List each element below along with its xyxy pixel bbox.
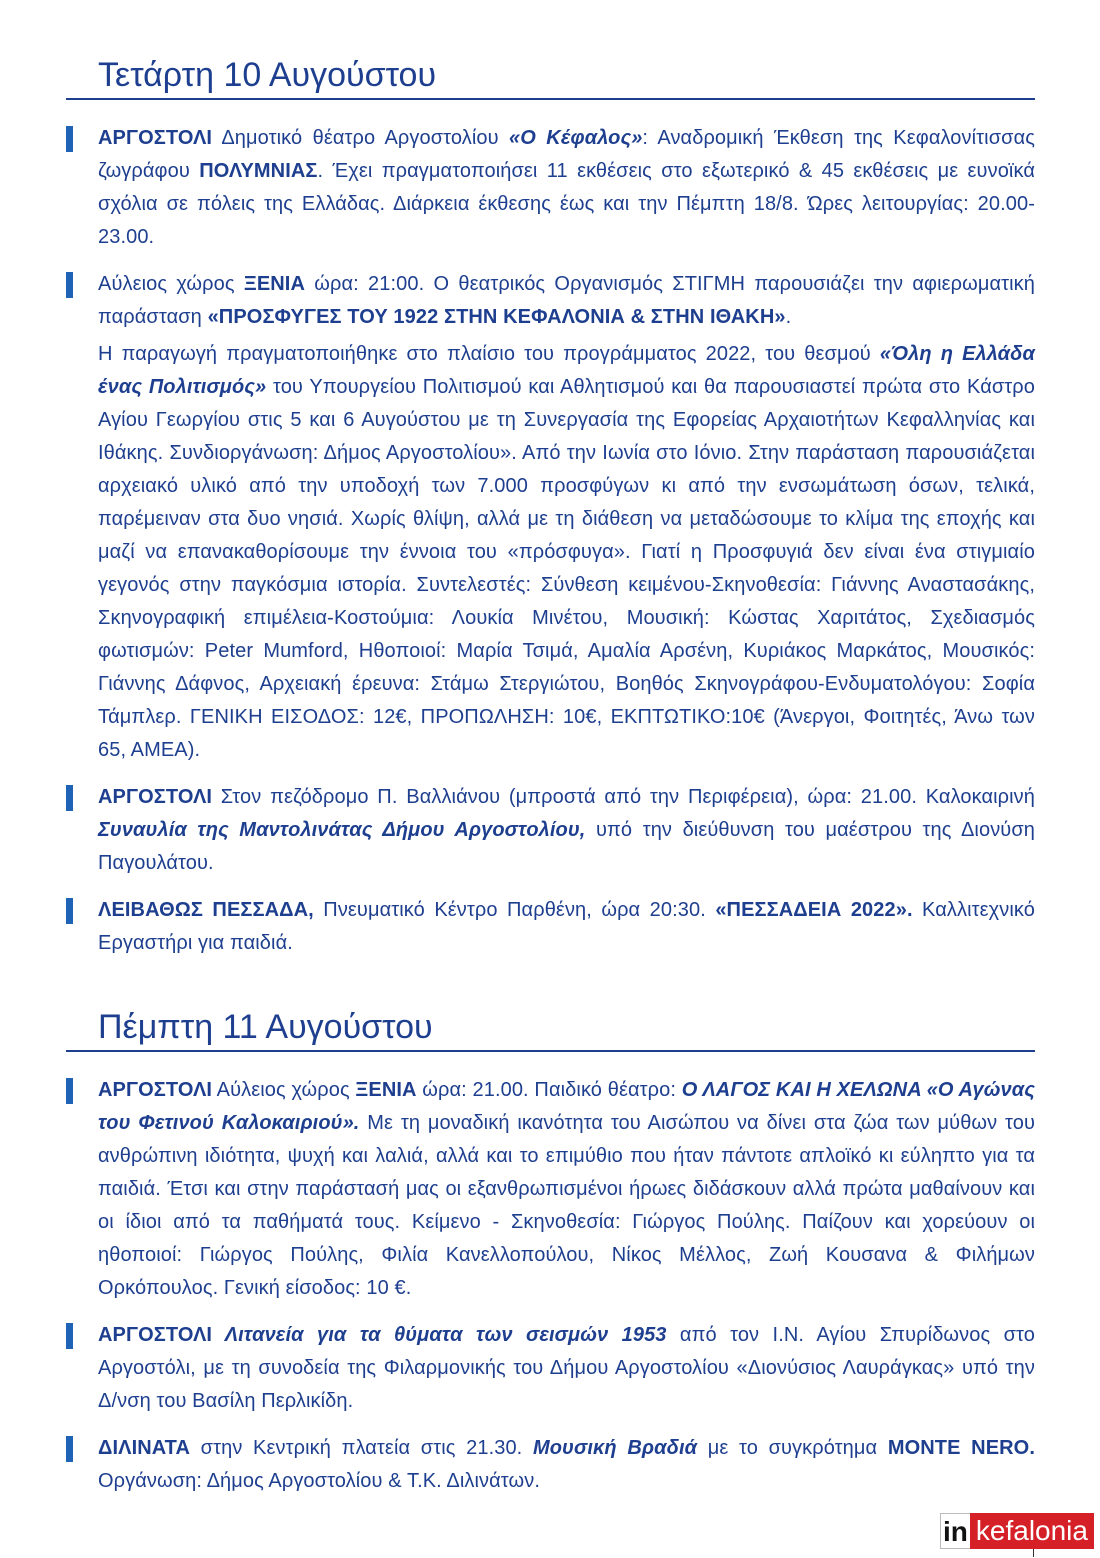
inkefalonia-logo: [940, 1513, 1094, 1549]
body-text: Στον πεζόδρομο Π. Βαλλιάνου (μπροστά από την Περιφέρεια), ώρα: 21.00. Καλοκαιρινή: [212, 786, 1035, 808]
emphasis-text: Λιτανεία για τα θύματα των σεισμών 1953: [212, 1324, 667, 1346]
emphasis-text: ΑΡΓΟΣΤΟΛΙ: [98, 1079, 213, 1101]
emphasis-text: ΑΡΓΟΣΤΟΛΙ: [98, 786, 213, 808]
body-text: Με τη μοναδική ικανότητα του Αισώπου να δίνει στα ζώα των μύθων του ανθρώπινη ιδιότητα, ψυχή και λαλιά, αλλά και το επιμύθιο που ήταν πάντοτε απλοϊκό κι εύληπτο για τα παιδιά. Έτσι και στην παράστασή μας οι εξανθρωπισμένοι ήρωες διδάσκουν αλλά πρώτα μαθαίνουν και οι ίδιοι από τα παθήματά τους. Κείμενο - Σκηνοθεσία: Γιώργος Πούλης. Παίζουν και χορεύουν οι ηθοποιοί: Γιώργος Πούλης, Φιλία Κανελλοπούλου, Νίκος Μέλλος, Ζωή Κουσανα & Φιλήμων Ορκόπουλος. Γενική είσοδος: 10 €.: [98, 1112, 1036, 1299]
emphasis-text: ΑΡΓΟΣΤΟΛΙ: [98, 1324, 213, 1346]
body-text: Αύλειος χώρος: [212, 1079, 356, 1101]
entry-marker-bar: [66, 898, 73, 924]
emphasis-text: Ο ΛΑΓΟΣ ΚΑΙ Η ΧΕΛΩΝΑ «Ο Αγώνας του Φετινού Καλοκαιριού».: [98, 1079, 1036, 1134]
event-paragraph: [98, 781, 1035, 880]
event-paragraph: [98, 122, 1035, 254]
body-text: Αύλειος χώρος: [98, 273, 244, 295]
emphasis-text: «ΠΕΣΣΑΔΕΙΑ 2022».: [715, 899, 913, 921]
logo-prefix: in: [940, 1513, 970, 1549]
event-paragraph: [98, 1319, 1035, 1418]
body-text: ώρα: 21.00. Παιδικό θέατρο:: [416, 1079, 682, 1101]
emphasis-text: ΑΡΓΟΣΤΟΛΙ: [98, 127, 213, 149]
emphasis-text: ΞΕΝΙΑ: [355, 1079, 417, 1101]
event-entry: [66, 122, 1035, 254]
emphasis-text: MONTE NERO.: [887, 1437, 1035, 1459]
section-thursday: [66, 1004, 1035, 1512]
event-paragraph: [98, 894, 1035, 960]
body-text: Πνευματικό Κέντρο Παρθένη, ώρα 20:30.: [313, 899, 716, 921]
emphasis-text: «Ο Κέφαλος»: [509, 127, 643, 149]
entry-marker-bar: [66, 272, 73, 298]
body-text: : Αναδρομική Έκθεση της Κεφαλονίτισσας ζωγράφου: [98, 127, 1035, 182]
emphasis-text: «ΠΡΟΣΦΥΓΕΣ ΤΟΥ 1922 ΣΤΗΝ ΚΕΦΑΛΟΝΙΑ & ΣΤΗΝ ΙΘΑΚΗ»: [207, 306, 786, 328]
body-text: από τον Ι.Ν. Αγίου Σπυρίδωνος στο Αργοστόλι, με τη συνοδεία της Φιλαρμονικής του Δήμου Αργοστολίου «Διονύσιος Λαυράγκας» υπό την Δ/νση του Βασίλη Περλικίδη.: [98, 1324, 1035, 1412]
event-paragraph: [98, 338, 1035, 767]
emphasis-text: ΠΟΛΥΜΝΙΑΣ: [199, 160, 318, 182]
entry-marker-bar: [66, 126, 73, 152]
body-text: .: [785, 306, 792, 328]
body-text: του Υπουργείου Πολιτισμού και Αθλητισμού και θα παρουσιαστεί πρώτα στο Κάστρο Αγίου Γεωργίου στις 5 και 6 Αυγούστου με τη Συνεργασία της Εφορείας Αρχαιοτήτων Κεφαλληνίας και Ιθάκης. Συνδιοργάνωση: Δήμος Αργοστολίου». Από την Ιωνία στο Ιόνιο. Στην παράσταση παρουσιάζεται αρχειακό υλικό από την υποδοχή των 7.000 προσφύγων κι από την ενσωμάτωση όσων, τελικά, παρέμειναν στα δυο νησιά. Χωρίς θλίψη, αλλά με τη διάθεση να μεταδώσουμε το κλίμα της εποχής και μαζί να επανακαθορίσουμε την έννοια του «πρόσφυγα». Γιατί η Προσφυγιά δεν είναι ένα στιγμιαίο γεγονός στην παγκόσμια ιστορία. Συντελεστές: Σύνθεση κειμένου-Σκηνοθεσία: Γιάννης Αναστασάκης, Σκηνογραφική επιμέλεια-Κοστούμια: Λουκία Μινέτου, Μουσική: Κώστας Χαριτάτος, Σχεδιασμός φωτισμών: Peter Mumford, Ηθοποιοί: Μαρία Τσιμά, Αμαλία Αρσένη, Κυριάκος Μαρκάτος, Μουσικός: Γιάννης Δάφνος, Αρχειακή έρευνα: Στάμω Στεργιώτου, Βοηθός Σκηνογράφου-Ενδυματολόγου: Σοφία Τάμπλερ. ΓΕΝΙΚΗ ΕΙΣΟΔΟΣ: 12€, ΠΡΟΠΩΛΗΣΗ: 10€, ΕΚΠΤΩΤΙΚΟ:10€ (Άνεργοι, Φοιτητές, Άνω των 65, ΑΜΕΑ).: [98, 376, 1036, 761]
body-text: υπό την διεύθυνση του μαέστρου της Διονύση Παγουλάτου.: [98, 819, 1035, 874]
body-text: . Έχει πραγματοποιήσει 11 εκθέσεις στο εξωτερικό & 45 εκθέσεις με ευνοϊκά σχόλια σε πόλεις της Ελλάδας. Διάρκεια έκθεσης έως και την Πέμπτη 18/8. Ώρες λειτουργίας: 20.00-23.00.: [98, 160, 1035, 248]
day-heading: Τετάρτη 10 Αυγούστου: [66, 52, 1035, 100]
emphasis-text: ΔΙΛΙΝΑΤΑ: [98, 1437, 191, 1459]
logo-divider: [1033, 1549, 1034, 1557]
entry-marker-bar: [66, 1323, 73, 1349]
entry-marker-bar: [66, 785, 73, 811]
event-entry: [66, 1432, 1035, 1498]
entry-marker-bar: [66, 1078, 73, 1104]
logo-name: kefalonia: [970, 1513, 1094, 1549]
event-paragraph: [98, 268, 1035, 334]
event-paragraph: [98, 1074, 1035, 1305]
emphasis-text: Συναυλία της Μαντολινάτας Δήμου Αργοστολίου,: [98, 819, 586, 841]
emphasis-text: Μουσική Βραδιά: [532, 1437, 698, 1459]
event-entry: [66, 894, 1035, 960]
emphasis-text: ΛΕΙΒΑΘΩΣ ΠΕΣΣΑΔΑ,: [98, 899, 314, 921]
body-text: στην Κεντρική πλατεία στις 21.30.: [190, 1437, 533, 1459]
event-paragraph: [98, 1432, 1035, 1498]
body-text: με το συγκρότημα: [697, 1437, 888, 1459]
event-list: [66, 122, 1035, 960]
event-entry: [66, 1074, 1035, 1305]
event-entry: [66, 268, 1035, 767]
emphasis-text: ΞΕΝΙΑ: [243, 273, 305, 295]
emphasis-text: «Όλη η Ελλάδα ένας Πολιτισμός»: [98, 343, 1035, 398]
event-entry: [66, 1319, 1035, 1418]
day-heading: Πέμπτη 11 Αυγούστου: [66, 1004, 1035, 1052]
event-list: [66, 1074, 1035, 1498]
event-entry: [66, 781, 1035, 880]
body-text: Η παραγωγή πραγματοποιήθηκε στο πλαίσιο του προγράμματος 2022, του θεσμού: [98, 343, 880, 365]
body-text: Οργάνωση: Δήμος Αργοστολίου & Τ.Κ. Διλινάτων.: [98, 1470, 540, 1492]
section-wednesday: [66, 52, 1035, 974]
body-text: Καλλιτεχνικό Εργαστήρι για παιδιά.: [98, 899, 1035, 954]
body-text: ώρα: 21:00. Ο θεατρικός Οργανισμός ΣΤΙΓΜΗ παρουσιάζει την αφιερωματική παράσταση: [98, 273, 1035, 328]
entry-marker-bar: [66, 1436, 73, 1462]
body-text: Δημοτικό θέατρο Αργοστολίου: [212, 127, 510, 149]
